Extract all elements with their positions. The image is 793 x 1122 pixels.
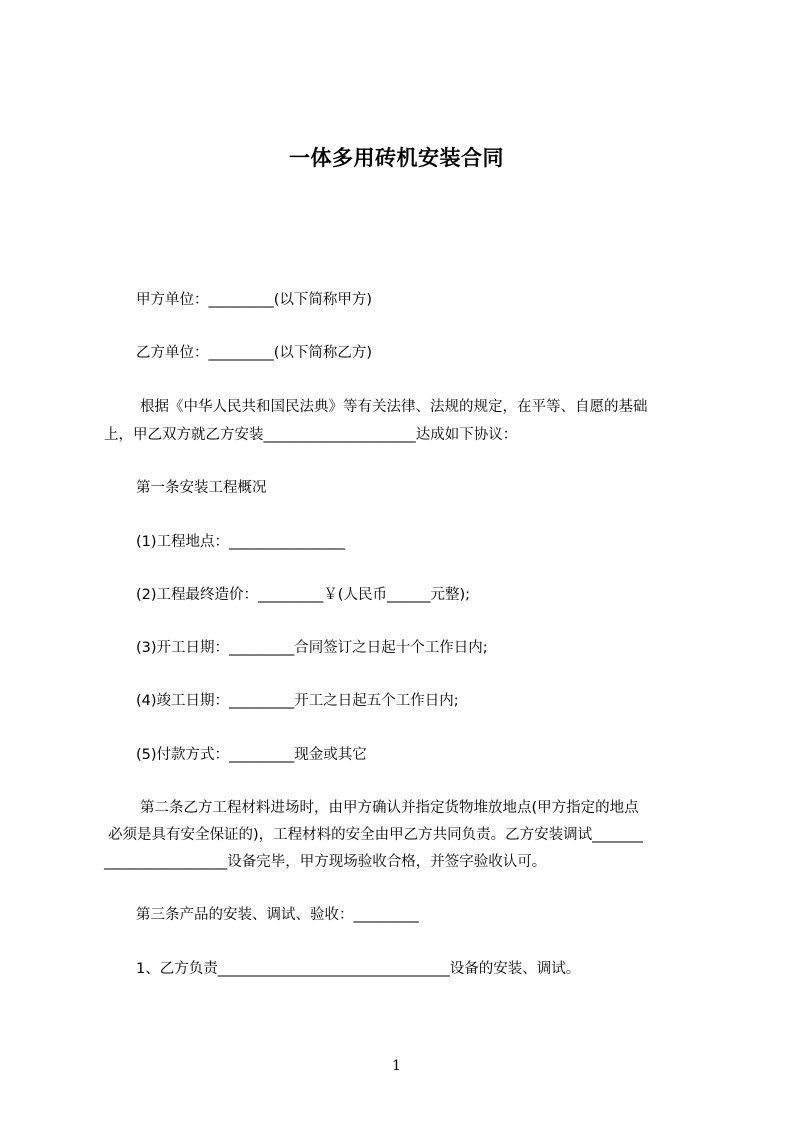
completion-date-line: (4)竣工日期：_________开工之日起五个工作日内; <box>136 693 459 709</box>
article-1-heading: 第一条安装工程概况 <box>136 480 267 496</box>
article-2-line-2: 必须是具有安全保证的)，工程材料的安全由甲乙方共同负责。乙方安装调试_______ <box>108 827 643 843</box>
article-2-line-3: _________________设备完毕，甲方现场验收合格，并签字验收认可。 <box>104 854 547 870</box>
party-a-line: 甲方单位：_________(以下简称甲方) <box>136 292 373 308</box>
intro-paragraph-line-1: 根据《中华人民共和国民法典》等有关法律、法规的规定，在平等、自愿的基础 <box>140 399 648 415</box>
article-2-line-1: 第二条乙方工程材料进场时，由甲方确认并指定货物堆放地点(甲方指定的地点 <box>140 800 639 816</box>
start-date-line: (3)开工日期：_________合同签订之日起十个工作日内; <box>136 640 488 656</box>
page-number: 1 <box>392 1058 401 1074</box>
article-3-heading: 第三条产品的安装、调试、验收：_________ <box>136 907 419 923</box>
article-3-item-1: 1、乙方负责________________________________设备的安装、调试。 <box>136 961 581 977</box>
payment-method-line: (5)付款方式：_________现金或其它 <box>136 747 367 763</box>
project-cost-line: (2)工程最终造价：_________￥(人民币______元整); <box>136 587 470 603</box>
document-title: 一体多用砖机安装合同 <box>289 146 504 170</box>
party-b-line: 乙方单位：_________(以下简称乙方) <box>136 345 373 361</box>
intro-paragraph-line-2: 上，甲乙双方就乙方安装_____________________达成如下协议： <box>104 427 518 443</box>
project-location-line: (1)工程地点：________________ <box>136 534 346 550</box>
